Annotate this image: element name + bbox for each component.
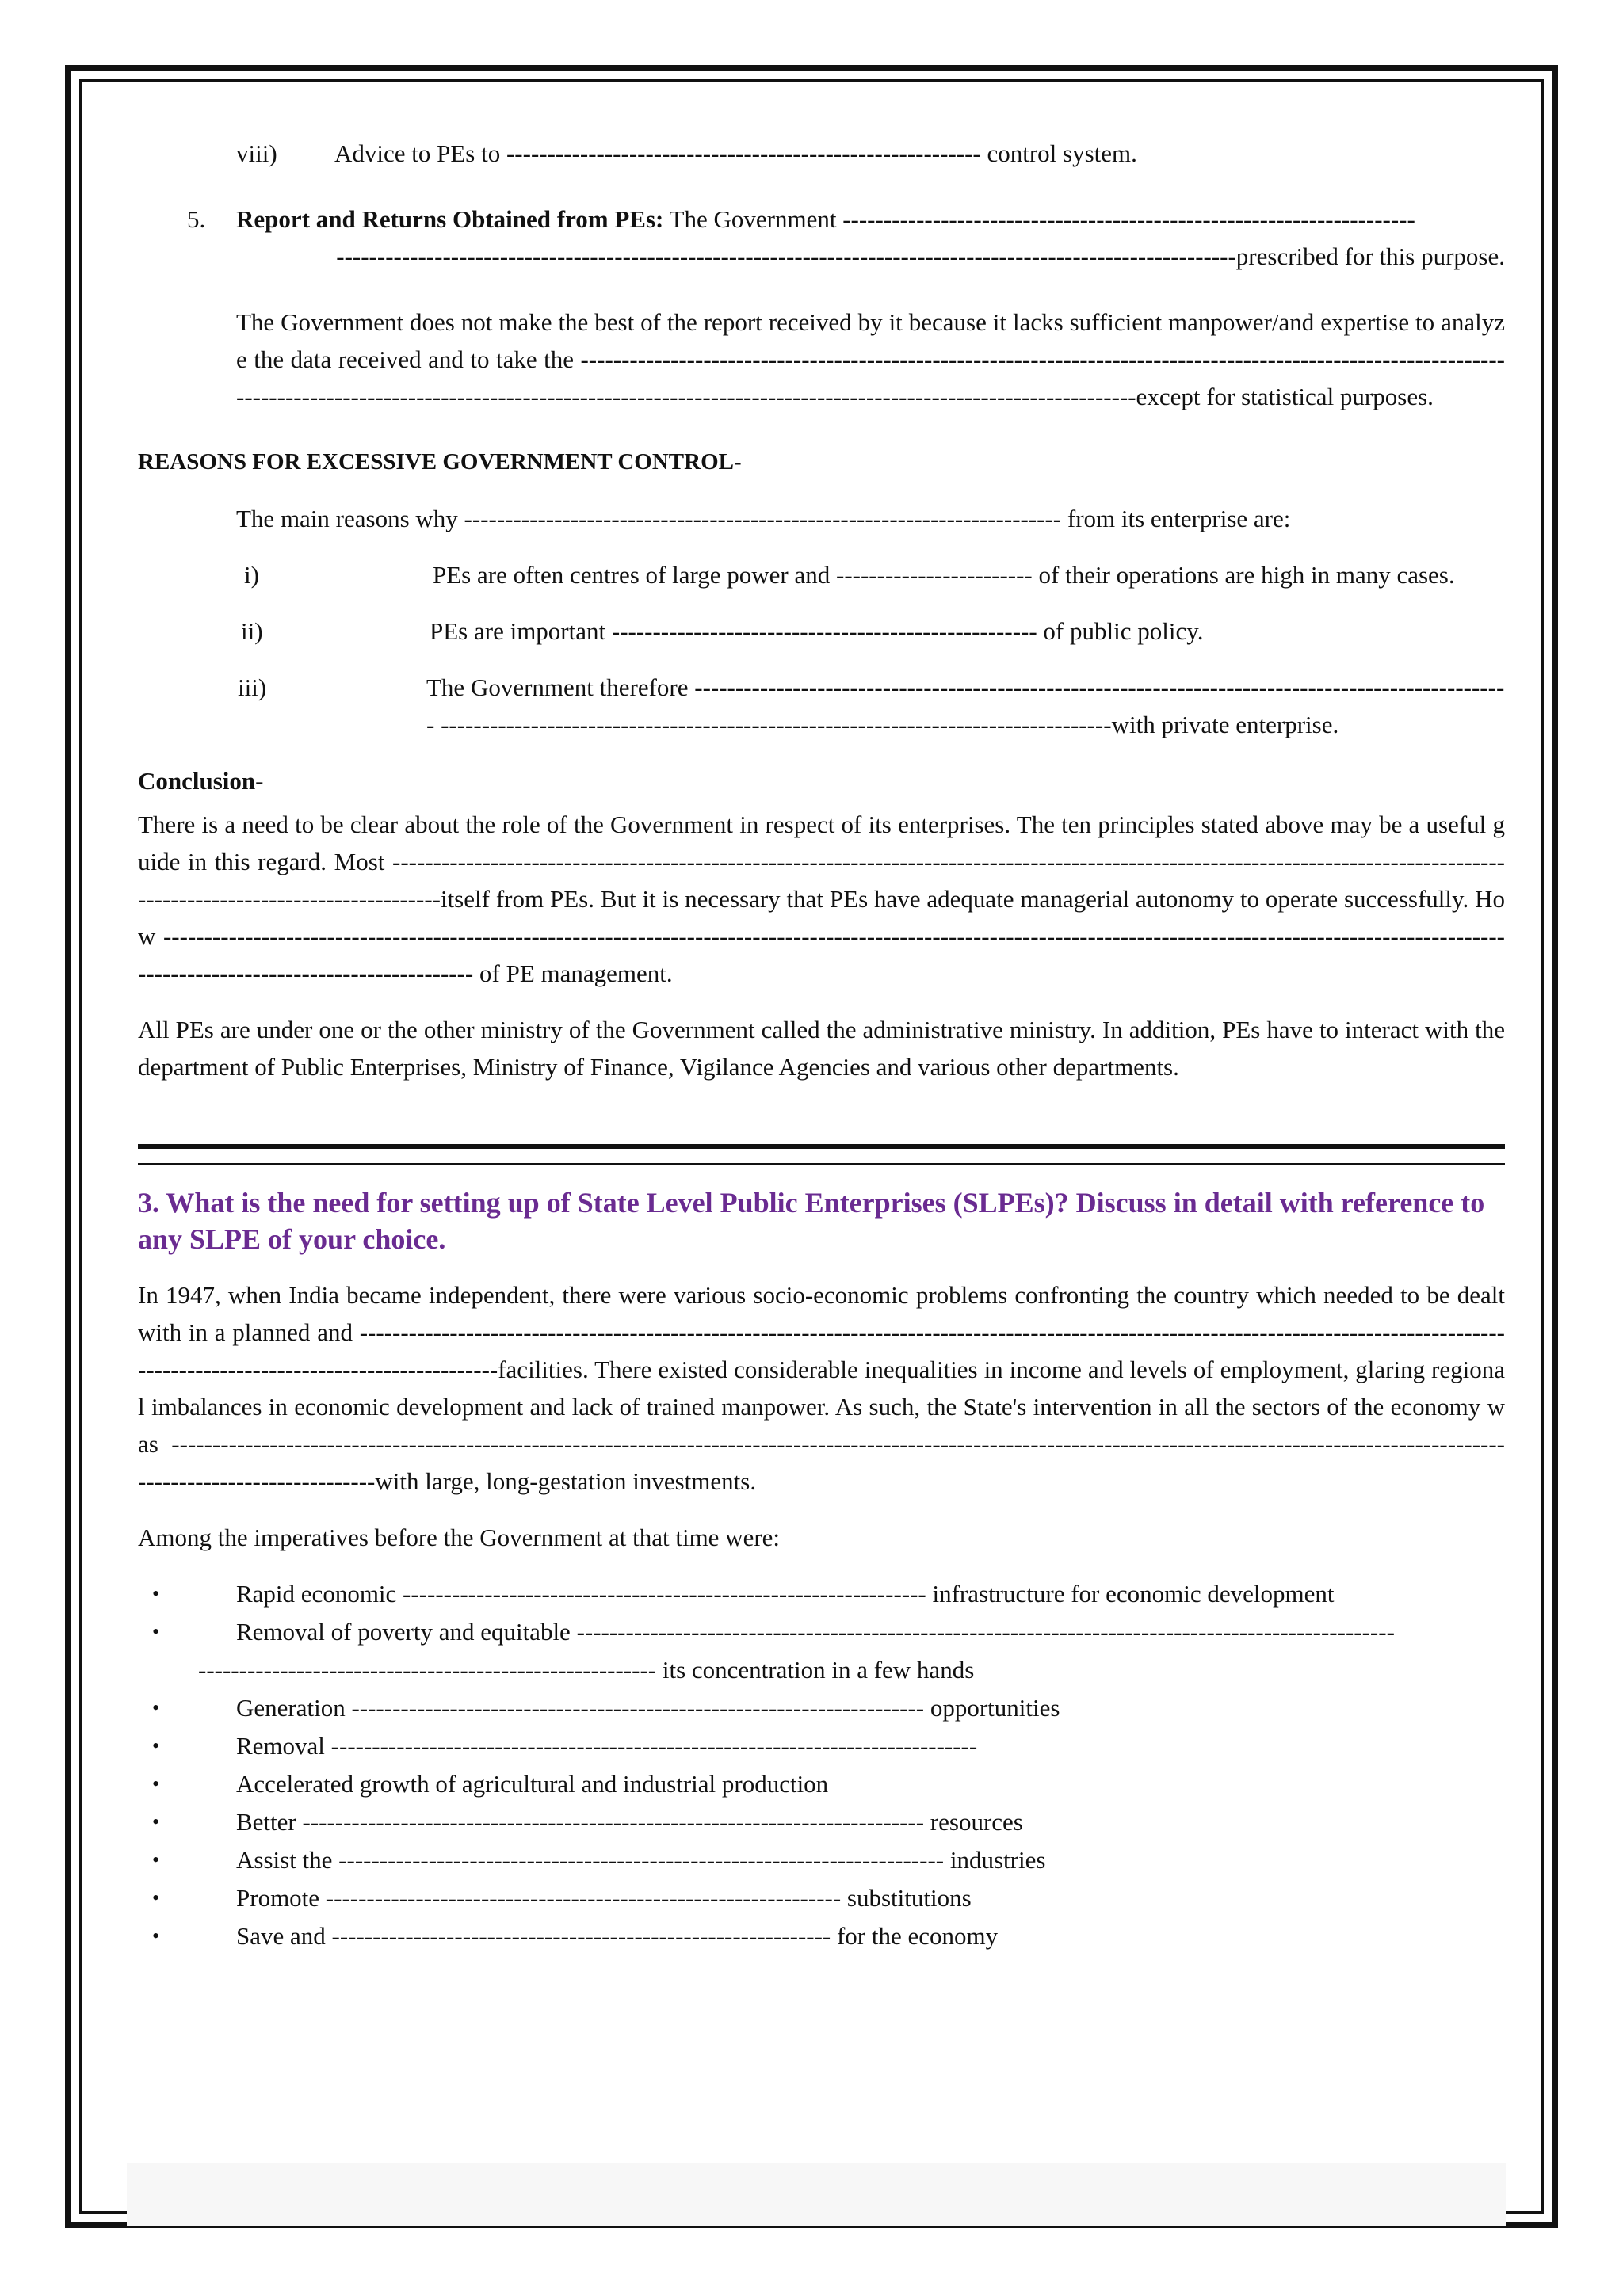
item-5-line-2: --------------------------------------------------------------------------------------------------------------prescribed for this purpose. xyxy=(336,242,1505,270)
reason-item xyxy=(138,669,1505,743)
imperatives-intro: Among the imperatives before the Government at that time were: xyxy=(138,1524,781,1551)
bullet-icon: • xyxy=(152,1772,160,1795)
list-item xyxy=(138,1727,1505,1765)
section-divider xyxy=(138,1144,1505,1165)
list-item xyxy=(138,1689,1505,1727)
item-number: 5. xyxy=(187,205,206,233)
bottom-shade xyxy=(127,2163,1506,2226)
list-item xyxy=(138,1575,1505,1613)
list-item-text: Save and ------------------------------------------------------------- for the economy xyxy=(236,1922,999,1950)
list-item-continuation xyxy=(138,1651,1505,1689)
bullet-icon: • xyxy=(152,1886,160,1909)
list-item-5 xyxy=(138,200,1505,415)
item-5-line-1 xyxy=(236,200,1505,238)
question-3-paragraph-1: In 1947, when India became independent, there were various socio-economic problems confronting the country which needed to be dealt with in a planned and ----------------------------------------------------------------------------------------------------------------------------------------------------------------------------------------facilities. There existed considerable inequalities in income and levels of employment, glaring regional imbalances in economic development and lack of trained manpower. As such, the State's intervention in all the sectors of the economy was ------------------------------------------------------------------------------------------------------------------------------------------------------------------------------------------------with large, long-gestation investments. xyxy=(138,1281,1505,1495)
item-text: PEs are often centres of large power and ------------------------ of their operations are high in many cases. xyxy=(433,561,1455,589)
list-item-text: Better ---------------------------------------------------------------------------- resources xyxy=(236,1808,1023,1836)
list-item xyxy=(138,1803,1505,1841)
list-item xyxy=(138,1841,1505,1879)
document-content xyxy=(138,135,1505,1955)
bullet-icon: • xyxy=(152,1734,160,1757)
list-item-text: Rapid economic ---------------------------------------------------------------- infrastructure for economic development xyxy=(236,1580,1335,1608)
conclusion-heading: Conclusion- xyxy=(138,767,264,795)
item-number: i) xyxy=(244,561,259,589)
list-item-text: Promote --------------------------------------------------------------- substitutions xyxy=(236,1884,972,1912)
reason-item xyxy=(138,556,1505,593)
bullet-icon: • xyxy=(152,1924,160,1947)
item-text: PEs are important ---------------------------------------------------- of public policy. xyxy=(430,617,1204,645)
bullet-icon: • xyxy=(152,1696,160,1719)
item-5-text: The Government ---------------------------------------------------------------------- xyxy=(663,205,1415,233)
item-text: Advice to PEs to ---------------------------------------------------------- control system. xyxy=(334,139,1137,167)
item-number: ii) xyxy=(241,617,263,645)
bullet-icon: • xyxy=(152,1810,160,1833)
item-text: The Government therefore ---------------------------------------------------------------------------------------------------- ----------------------------------------------------------------------------------with private enterprise. xyxy=(426,673,1505,738)
conclusion-paragraph-1: There is a need to be clear about the role of the Government in respect of its enterprises. The ten principles stated above may be a useful guide in this regard. Most -----------------------------------------------------------------------------------------------------------------------------------------------------------------------------itself from PEs. But it is necessary that PEs have adequate managerial autonomy to operate successfully. How ------------------------------------------------------------------------------------------------------------------------------------------------------------------------------------------------------------- of PE management. xyxy=(138,810,1505,987)
list-item-viii xyxy=(138,135,1505,172)
bullet-icon: • xyxy=(152,1848,160,1871)
list-item-text: Removal of poverty and equitable ---------------------------------------------------------------------------------------------------- xyxy=(236,1618,1395,1646)
list-item-text: Removal ------------------------------------------------------------------------------- xyxy=(236,1732,978,1760)
reasons-heading: REASONS FOR EXCESSIVE GOVERNMENT CONTROL- xyxy=(138,449,742,475)
item-number: iii) xyxy=(238,673,267,701)
item-number: viii) xyxy=(236,139,277,167)
bullet-icon: • xyxy=(152,1620,160,1643)
conclusion-paragraph-2: All PEs are under one or the other ministry of the Government called the administrative ministry. In addition, PEs have to interact with the department of Public Enterprises, Ministry of Finance, Vigilance Agencies and various other departments. xyxy=(138,1016,1505,1081)
item-5-paragraph-2: The Government does not make the best of the report received by it because it lacks sufficient manpower/and expertise to analyze the data received and to take the -------------------------------------------------------------------------------------------------------------------------------------------------------------------------------------------------------------------------------except for statistical purposes. xyxy=(236,308,1505,410)
list-item xyxy=(138,1613,1505,1651)
list-item-text: Assist the -------------------------------------------------------------------------- industries xyxy=(236,1846,1046,1874)
list-item xyxy=(138,1765,1505,1803)
reasons-intro: The main reasons why ------------------------------------------------------------------------- from its enterprise are: xyxy=(236,505,1291,532)
imperatives-list xyxy=(138,1575,1505,1955)
bullet-icon: • xyxy=(152,1582,160,1605)
list-item xyxy=(138,1917,1505,1955)
list-item-text: -------------------------------------------------------- its concentration in a few hands xyxy=(198,1656,975,1684)
list-item-text: Generation ---------------------------------------------------------------------- opportunities xyxy=(236,1694,1060,1722)
list-item-text: Accelerated growth of agricultural and industrial production xyxy=(236,1770,829,1798)
item-5-heading: Report and Returns Obtained from PEs: xyxy=(236,205,664,233)
reason-item xyxy=(138,612,1505,650)
list-item xyxy=(138,1879,1505,1917)
question-3-title: 3. What is the need for setting up of State Level Public Enterprises (SLPEs)? Discuss in detail with reference to any SLPE of your choice. xyxy=(138,1187,1485,1255)
